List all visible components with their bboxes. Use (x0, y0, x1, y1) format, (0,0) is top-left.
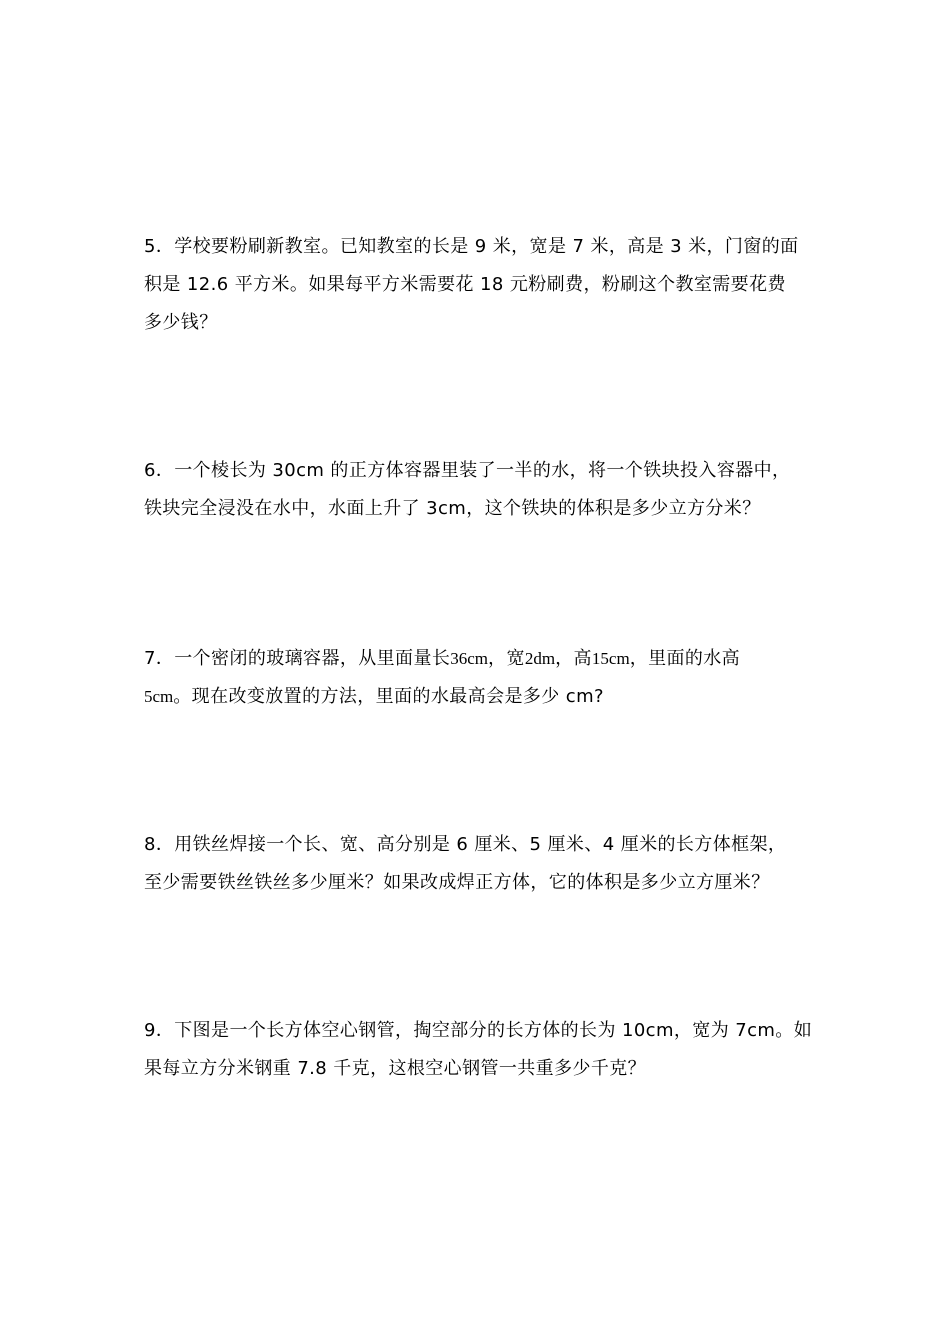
problem-5-line-1: 5．学校要粉刷新教室。已知教室的长是 9 米，宽是 7 米，高是 3 米，门窗的面 (144, 236, 799, 257)
problem-6-line-2: 铁块完全浸没在水中，水面上升了 3cm，这个铁块的体积是多少立方分米？ (144, 498, 761, 519)
problem-5-line-2: 积是 12.6 平方米。如果每平方米需要花 18 元粉刷费，粉刷这个教室需要花费 (144, 274, 786, 295)
problem-6 (144, 452, 816, 528)
problem-6-line-1: 6．一个棱长为 30cm 的正方体容器里装了一半的水，将一个铁块投入容器中， (144, 460, 791, 481)
problem-7-text-c: ，高 (555, 648, 592, 669)
problem-7-length: 36cm (450, 649, 489, 668)
problem-7-height: 15cm (591, 649, 630, 668)
problem-7-text-rest: 。现在改变放置的方法，里面的水最高会是多少 cm? (173, 686, 604, 707)
problem-7-line-1 (144, 640, 816, 678)
problem-7 (144, 640, 816, 716)
problem-7-line-2 (144, 678, 816, 716)
problem-9-line-1: 9．下图是一个长方体空心钢管，掏空部分的长方体的长为 10cm，宽为 7cm。如 (144, 1020, 813, 1041)
problem-7-water-height: 5cm (144, 687, 174, 706)
problem-7-text-b: ，宽 (488, 648, 525, 669)
problem-7-text-d: ，里面的水高 (629, 648, 741, 669)
problem-8 (144, 826, 816, 902)
problem-9 (144, 1012, 816, 1088)
problem-8-line-2: 至少需要铁丝铁丝多少厘米？如果改成焊正方体，它的体积是多少立方厘米？ (144, 872, 770, 893)
problem-8-line-1: 8．用铁丝焊接一个长、宽、高分别是 6 厘米、5 厘米、4 厘米的长方体框架， (144, 834, 787, 855)
problem-7-text-a: 7．一个密闭的玻璃容器，从里面量长 (144, 648, 451, 669)
problem-5 (144, 228, 816, 342)
problem-9-line-2: 果每立方分米钢重 7.8 千克，这根空心钢管一共重多少千克？ (144, 1058, 647, 1079)
problem-7-width: 2dm (524, 649, 556, 668)
problem-5-line-3: 多少钱？ (144, 312, 218, 333)
